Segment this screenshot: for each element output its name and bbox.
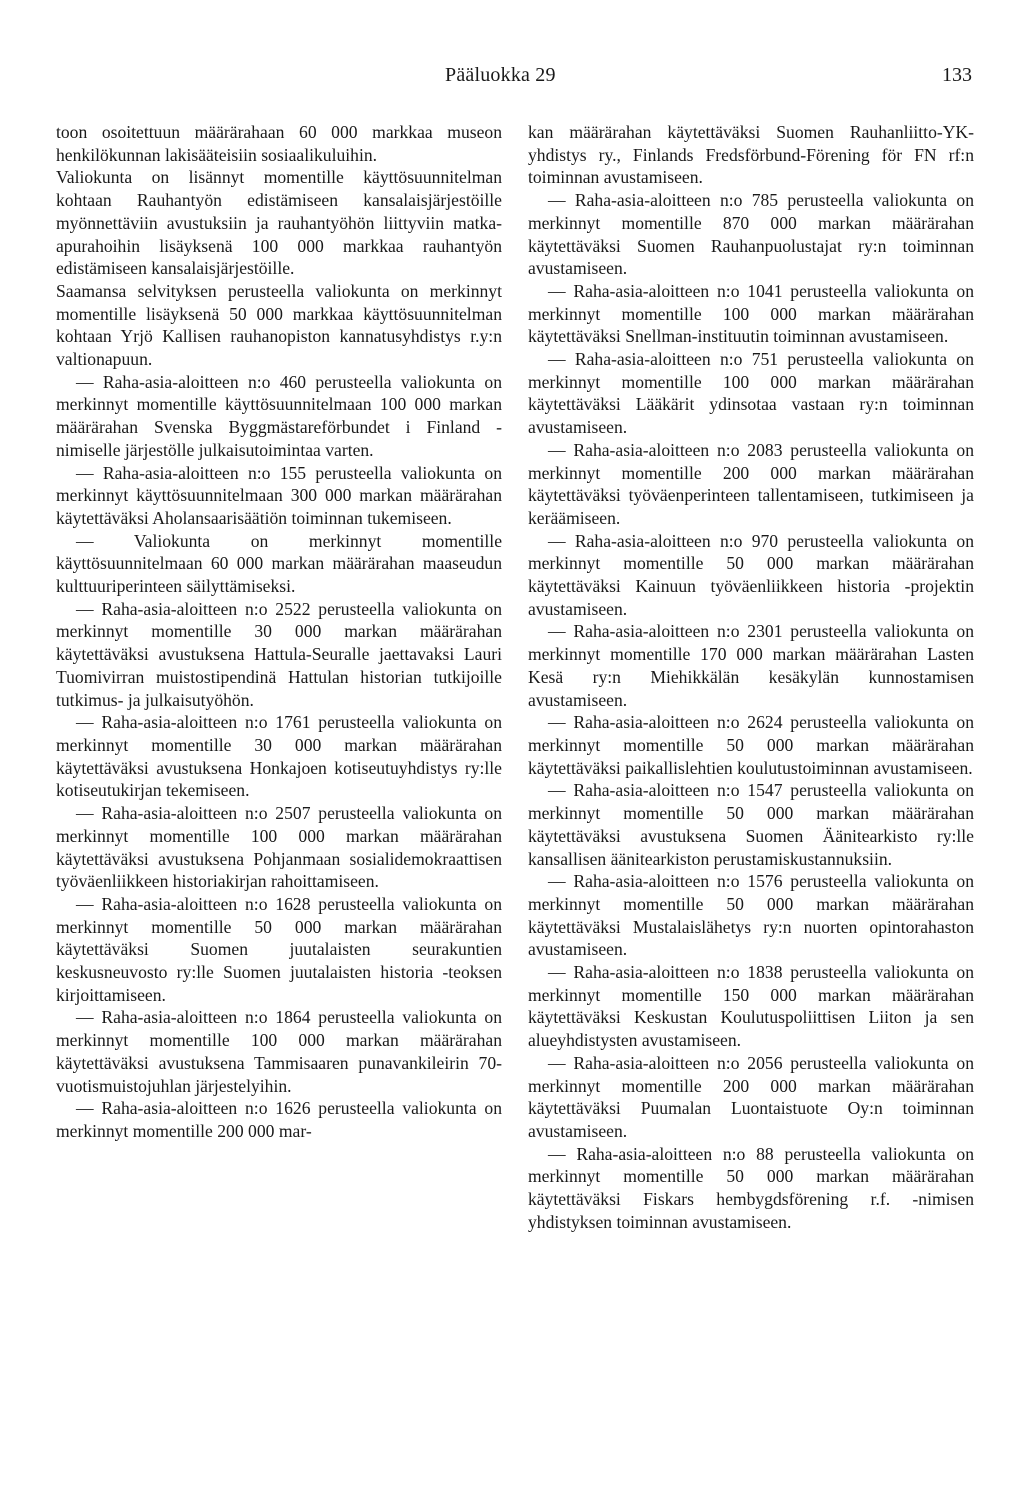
paragraph: — Raha-asia-aloitteen n:o 1761 perusteella valiokunta on merkinnyt momentille 30 000 markan määrärahan käytettäväksi avustuksena Honkajoen kotiseutuyhdistys ry:lle kotiseutukirjan tekemiseen. (56, 712, 502, 801)
paragraph: — Raha-asia-aloitteen n:o 751 perusteella valiokunta on merkinnyt momentille 100 000 markan määrärahan käytettäväksi Lääkärit ydinsotaa vastaan ry:n toiminnan avustamiseen. (528, 349, 974, 438)
paragraph: — Raha-asia-aloitteen n:o 1838 perusteella valiokunta on merkinnyt momentille 150 000 markan määrärahan käytettäväksi Keskustan Koulutuspoliittisen Liiton ja sen alueyhdistysten avustamiseen. (528, 962, 974, 1051)
paragraph: toon osoitettuun määrärahaan 60 000 markkaa museon henkilökunnan lakisääteisiin sosiaalikuluihin. (56, 122, 502, 165)
paragraph: — Raha-asia-aloitteen n:o 1041 perusteella valiokunta on merkinnyt momentille 100 000 markan määrärahan käytettäväksi Snellman-instituutin toiminnan avustamiseen. (528, 280, 974, 347)
paragraph: — Raha-asia-aloitteen n:o 2083 perusteella valiokunta on merkinnyt momentille 200 000 markan määrärahan käytettäväksi työväenperinteen tallentamiseen, tutkimiseen ja keräämiseen. (528, 439, 974, 528)
paragraph: Valiokunta on lisännyt momentille käyttösuunnitelman kohtaan Rauhantyön edistämiseen kansalaisjärjestöille myönnettäviin avustuksiin ja rauhantyöhön liittyviin matka-apurahoihin lisäyksenä 100 000 markkaa rauhantyön edistämiseen kansalaisjärjestöille. (56, 167, 502, 279)
paragraph: — Raha-asia-aloitteen n:o 970 perusteella valiokunta on merkinnyt momentille 50 000 markan määrärahan käytettäväksi Kainuun työväenliikkeen historia -projektin avustamiseen. (528, 530, 974, 619)
paragraph: Saamansa selvityksen perusteella valiokunta on merkinnyt momentille lisäyksenä 50 000 markkaa käyttösuunnitelman kohtaan Yrjö Kallisen rauhanopiston kannatusyhdistys r.y:n valtionapuun. (56, 280, 502, 370)
paragraph: kan määrärahan käytettäväksi Suomen Rauhanliitto-YK-yhdistys ry., Finlands Fredsförbund-Förening för FN rf:n toiminnan avustamiseen. (528, 122, 974, 188)
paragraph: — Raha-asia-aloitteen n:o 88 perusteella valiokunta on merkinnyt momentille 50 000 markan määrärahan käytettäväksi Fiskars hembygdsförening r.f. -nimisen yhdistyksen toiminnan avustamiseen. (528, 1143, 974, 1232)
paragraph: — Raha-asia-aloitteen n:o 2507 perusteella valiokunta on merkinnyt momentille 100 000 markan määrärahan käytettäväksi avustuksena Pohjanmaan sosialidemokraattisen työväenliikkeen historiakirjan rahoittamiseen. (56, 803, 502, 892)
left-column (56, 121, 502, 1143)
paragraph: — Raha-asia-aloitteen n:o 460 perusteella valiokunta on merkinnyt momentille käyttösuunnitelmaan 100 000 markan määrärahan Svenska Byggmästareförbundet i Finland -nimiselle järjestölle julkaisutoimintaa varten. (56, 371, 502, 460)
right-column (528, 121, 974, 1233)
paragraph: — Raha-asia-aloitteen n:o 2301 perusteella valiokunta on merkinnyt momentille 170 000 markan määrärahan Lasten Kesä ry:n Miehikkälän kesäkylän kunnostamisen avustamiseen. (528, 621, 974, 710)
paragraph: — Raha-asia-aloitteen n:o 155 perusteella valiokunta on merkinnyt käyttösuunnitelmaan 300 000 markan määrärahan käytettäväksi Aholansaarisäätiön toiminnan tukemiseen. (56, 462, 502, 528)
page-title: Pääluokka 29 (445, 64, 556, 86)
paragraph: — Raha-asia-aloitteen n:o 1547 perusteella valiokunta on merkinnyt momentille 50 000 markan määrärahan käytettäväksi avustuksena Suomen Äänitearkisto ry:lle kansallisen äänitearkiston perustamiskustannuksiin. (528, 780, 974, 869)
paragraph: — Raha-asia-aloitteen n:o 2522 perusteella valiokunta on merkinnyt momentille 30 000 markan määrärahan käytettäväksi avustuksena Hattula-Seuralle jaettavaksi Lauri Tuomivirran muistostipendinä Hattulan historian tutkijoille tutkimus- ja julkaisutyöhön. (56, 598, 502, 710)
paragraph: — Raha-asia-aloitteen n:o 785 perusteella valiokunta on merkinnyt momentille 870 000 markan määrärahan käytettäväksi Suomen Rauhanpuolustajat ry:n toiminnan avustamiseen. (528, 190, 974, 279)
page-header (0, 64, 1024, 94)
paragraph: — Raha-asia-aloitteen n:o 1628 perusteella valiokunta on merkinnyt momentille 50 000 markan määrärahan käytettäväksi Suomen juutalaisten seurakuntien keskusneuvosto ry:lle Suomen juutalaisten historia -teoksen kirjoittamiseen. (56, 893, 502, 1005)
paragraph: — Raha-asia-aloitteen n:o 1576 perusteella valiokunta on merkinnyt momentille 50 000 markan määrärahan käytettäväksi Mustalaislähetys ry:n nuorten opintorahaston avustamiseen. (528, 871, 974, 960)
paragraph: — Valiokunta on merkinnyt momentille käyttösuunnitelmaan 60 000 markan määrärahan maaseudun kulttuuriperinteen säilyttämiseksi. (56, 530, 502, 597)
paragraph: — Raha-asia-aloitteen n:o 2056 perusteella valiokunta on merkinnyt momentille 200 000 markan määrärahan käytettäväksi Puumalan Luontaistuote Oy:n toiminnan avustamiseen. (528, 1052, 974, 1141)
paragraph: — Raha-asia-aloitteen n:o 1626 perusteella valiokunta on merkinnyt momentille 200 000 mar- (56, 1098, 502, 1141)
paragraph: — Raha-asia-aloitteen n:o 2624 perusteella valiokunta on merkinnyt momentille 50 000 markan määrärahan käytettäväksi paikallislehtien koulutustoiminnan avustamiseen. (528, 712, 974, 778)
paragraph: — Raha-asia-aloitteen n:o 1864 perusteella valiokunta on merkinnyt momentille 100 000 markan määrärahan käytettäväksi avustuksena Tammisaaren punavankileirin 70-vuotismuistojuhlan järjestelyihin. (56, 1007, 502, 1096)
page-number: 133 (942, 64, 972, 86)
